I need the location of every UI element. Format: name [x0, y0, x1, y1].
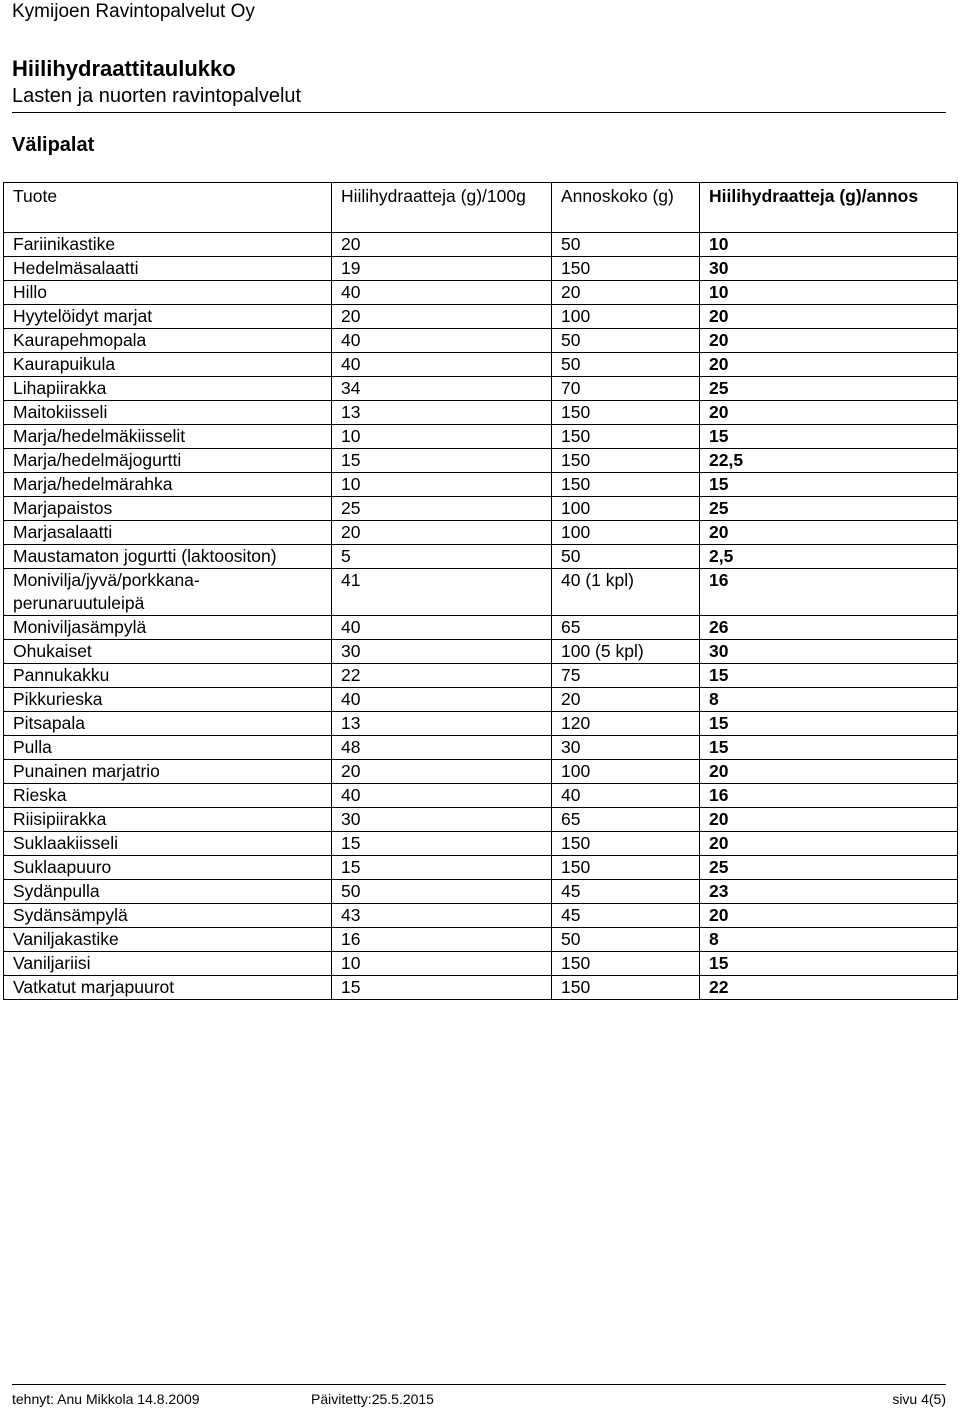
cell-carbs-per-portion: 15 — [700, 425, 958, 449]
cell-portion-size: 30 — [552, 736, 700, 760]
table-row — [4, 425, 958, 449]
cell-carbs-per-portion: 20 — [700, 353, 958, 377]
cell-carbs-per-portion: 15 — [700, 736, 958, 760]
section-heading: Välipalat — [12, 134, 95, 156]
cell-product: Lihapiirakka — [4, 377, 332, 401]
cell-portion-size: 45 — [552, 880, 700, 904]
cell-carbs-per-100g: 40 — [332, 329, 552, 353]
table-row — [4, 569, 958, 616]
cell-carbs-per-portion: 23 — [700, 880, 958, 904]
table-row — [4, 233, 958, 257]
column-header-portion-size: Annoskoko (g) — [552, 183, 700, 233]
cell-carbs-per-100g: 40 — [332, 688, 552, 712]
table-row — [4, 281, 958, 305]
table-row — [4, 449, 958, 473]
cell-carbs-per-100g: 20 — [332, 760, 552, 784]
cell-carbs-per-portion: 20 — [700, 521, 958, 545]
cell-carbs-per-100g: 41 — [332, 569, 552, 616]
table-row — [4, 664, 958, 688]
cell-product: Pikkurieska — [4, 688, 332, 712]
table-row — [4, 976, 958, 1000]
column-header-carbs-per-100g: Hiilihydraatteja (g)/100g — [332, 183, 552, 233]
cell-carbs-per-100g: 43 — [332, 904, 552, 928]
cell-product: Marjasalaatti — [4, 521, 332, 545]
table-row — [4, 640, 958, 664]
cell-portion-size: 150 — [552, 976, 700, 1000]
table-row — [4, 736, 958, 760]
cell-portion-size: 100 — [552, 760, 700, 784]
column-header-product: Tuote — [4, 183, 332, 233]
cell-carbs-per-100g: 10 — [332, 473, 552, 497]
cell-carbs-per-portion: 25 — [700, 377, 958, 401]
cell-product: Sydänpulla — [4, 880, 332, 904]
cell-carbs-per-portion: 8 — [700, 928, 958, 952]
table-body — [4, 233, 958, 1000]
cell-product: Rieska — [4, 784, 332, 808]
cell-carbs-per-100g: 20 — [332, 233, 552, 257]
cell-product: Marja/hedelmäjogurtti — [4, 449, 332, 473]
cell-carbs-per-portion: 20 — [700, 832, 958, 856]
cell-product: Monivilja/jyvä/porkkana-perunaruutuleipä — [4, 569, 332, 616]
cell-product: Marjapaistos — [4, 497, 332, 521]
cell-carbs-per-portion: 8 — [700, 688, 958, 712]
cell-product: Maustamaton jogurtti (laktoositon) — [4, 545, 332, 569]
header-divider — [12, 112, 946, 113]
cell-carbs-per-portion: 26 — [700, 616, 958, 640]
cell-carbs-per-100g: 40 — [332, 281, 552, 305]
column-header-carbs-per-portion: Hiilihydraatteja (g)/annos — [700, 183, 958, 233]
page-footer — [12, 1384, 946, 1407]
cell-portion-size: 65 — [552, 808, 700, 832]
cell-carbs-per-100g: 48 — [332, 736, 552, 760]
cell-portion-size: 100 — [552, 305, 700, 329]
footer-author: tehnyt: Anu Mikkola 14.8.2009 — [12, 1391, 200, 1407]
cell-carbs-per-100g: 22 — [332, 664, 552, 688]
cell-portion-size: 100 — [552, 521, 700, 545]
cell-product: Vaniljakastike — [4, 928, 332, 952]
cell-carbs-per-portion: 30 — [700, 257, 958, 281]
cell-carbs-per-100g: 16 — [332, 928, 552, 952]
cell-carbs-per-100g: 40 — [332, 353, 552, 377]
table-row — [4, 377, 958, 401]
cell-carbs-per-portion: 10 — [700, 281, 958, 305]
cell-carbs-per-portion: 30 — [700, 640, 958, 664]
cell-portion-size: 40 — [552, 784, 700, 808]
cell-portion-size: 150 — [552, 257, 700, 281]
cell-product: Ohukaiset — [4, 640, 332, 664]
cell-product: Vatkatut marjapuurot — [4, 976, 332, 1000]
cell-portion-size: 100 — [552, 497, 700, 521]
cell-portion-size: 40 (1 kpl) — [552, 569, 700, 616]
cell-carbs-per-100g: 15 — [332, 856, 552, 880]
table-row — [4, 353, 958, 377]
cell-carbs-per-100g: 5 — [332, 545, 552, 569]
table-row — [4, 545, 958, 569]
cell-carbs-per-portion: 15 — [700, 712, 958, 736]
cell-carbs-per-portion: 25 — [700, 856, 958, 880]
cell-carbs-per-100g: 10 — [332, 425, 552, 449]
cell-portion-size: 20 — [552, 688, 700, 712]
cell-product: Marja/hedelmärahka — [4, 473, 332, 497]
cell-portion-size: 45 — [552, 904, 700, 928]
cell-portion-size: 150 — [552, 425, 700, 449]
cell-carbs-per-100g: 15 — [332, 449, 552, 473]
cell-carbs-per-portion: 20 — [700, 808, 958, 832]
cell-carbs-per-portion: 20 — [700, 401, 958, 425]
carbohydrate-table — [3, 182, 958, 1000]
cell-carbs-per-100g: 25 — [332, 497, 552, 521]
table-row — [4, 832, 958, 856]
cell-portion-size: 75 — [552, 664, 700, 688]
table-row — [4, 712, 958, 736]
cell-carbs-per-100g: 15 — [332, 832, 552, 856]
table-row — [4, 473, 958, 497]
cell-carbs-per-100g: 15 — [332, 976, 552, 1000]
cell-product: Kaurapehmopala — [4, 329, 332, 353]
cell-carbs-per-100g: 20 — [332, 521, 552, 545]
cell-product: Sydänsämpylä — [4, 904, 332, 928]
cell-carbs-per-100g: 10 — [332, 952, 552, 976]
cell-carbs-per-portion: 22 — [700, 976, 958, 1000]
cell-portion-size: 50 — [552, 928, 700, 952]
cell-carbs-per-100g: 30 — [332, 640, 552, 664]
cell-product: Maitokiisseli — [4, 401, 332, 425]
cell-portion-size: 150 — [552, 856, 700, 880]
table-row — [4, 688, 958, 712]
cell-carbs-per-portion: 16 — [700, 784, 958, 808]
cell-portion-size: 65 — [552, 616, 700, 640]
cell-carbs-per-portion: 25 — [700, 497, 958, 521]
table-row — [4, 616, 958, 640]
cell-product: Fariinikastike — [4, 233, 332, 257]
cell-portion-size: 70 — [552, 377, 700, 401]
cell-product: Kaurapuikula — [4, 353, 332, 377]
cell-product: Vaniljariisi — [4, 952, 332, 976]
cell-carbs-per-100g: 34 — [332, 377, 552, 401]
table-row — [4, 760, 958, 784]
cell-portion-size: 120 — [552, 712, 700, 736]
cell-carbs-per-100g: 40 — [332, 616, 552, 640]
cell-portion-size: 150 — [552, 401, 700, 425]
footer-page-number: sivu 4(5) — [892, 1391, 946, 1407]
table-row — [4, 521, 958, 545]
cell-portion-size: 20 — [552, 281, 700, 305]
cell-product: Hillo — [4, 281, 332, 305]
cell-portion-size: 50 — [552, 545, 700, 569]
table-row — [4, 329, 958, 353]
cell-carbs-per-portion: 16 — [700, 569, 958, 616]
cell-product: Hyytelöidyt marjat — [4, 305, 332, 329]
table-row — [4, 856, 958, 880]
cell-carbs-per-100g: 30 — [332, 808, 552, 832]
table-row — [4, 257, 958, 281]
cell-product: Pannukakku — [4, 664, 332, 688]
cell-portion-size: 150 — [552, 952, 700, 976]
cell-product: Suklaapuuro — [4, 856, 332, 880]
cell-carbs-per-portion: 20 — [700, 904, 958, 928]
footer-updated: Päivitetty:25.5.2015 — [311, 1391, 434, 1407]
cell-carbs-per-100g: 19 — [332, 257, 552, 281]
cell-carbs-per-100g: 40 — [332, 784, 552, 808]
cell-carbs-per-portion: 22,5 — [700, 449, 958, 473]
cell-portion-size: 50 — [552, 233, 700, 257]
company-name: Kymijoen Ravintopalvelut Oy — [12, 1, 255, 22]
cell-portion-size: 50 — [552, 329, 700, 353]
cell-product: Suklaakiisseli — [4, 832, 332, 856]
cell-product: Punainen marjatrio — [4, 760, 332, 784]
cell-product: Moniviljasämpylä — [4, 616, 332, 640]
cell-carbs-per-100g: 20 — [332, 305, 552, 329]
document-title: Hiilihydraattitaulukko — [12, 56, 236, 81]
cell-portion-size: 150 — [552, 473, 700, 497]
table-row — [4, 305, 958, 329]
cell-portion-size: 50 — [552, 353, 700, 377]
cell-product: Pitsapala — [4, 712, 332, 736]
table-row — [4, 952, 958, 976]
table-row — [4, 808, 958, 832]
table-row — [4, 904, 958, 928]
cell-carbs-per-portion: 20 — [700, 329, 958, 353]
table-row — [4, 880, 958, 904]
table-header-row — [4, 183, 958, 233]
cell-carbs-per-portion: 15 — [700, 664, 958, 688]
cell-carbs-per-portion: 15 — [700, 473, 958, 497]
table-row — [4, 928, 958, 952]
cell-product: Riisipiirakka — [4, 808, 332, 832]
cell-portion-size: 150 — [552, 449, 700, 473]
document-subtitle: Lasten ja nuorten ravintopalvelut — [12, 85, 302, 107]
table-row — [4, 497, 958, 521]
cell-product: Pulla — [4, 736, 332, 760]
cell-carbs-per-portion: 15 — [700, 952, 958, 976]
cell-carbs-per-portion: 20 — [700, 760, 958, 784]
table-row — [4, 401, 958, 425]
cell-carbs-per-portion: 2,5 — [700, 545, 958, 569]
cell-portion-size: 150 — [552, 832, 700, 856]
cell-carbs-per-100g: 50 — [332, 880, 552, 904]
cell-carbs-per-portion: 20 — [700, 305, 958, 329]
cell-product: Marja/hedelmäkiisselit — [4, 425, 332, 449]
cell-carbs-per-100g: 13 — [332, 712, 552, 736]
cell-carbs-per-portion: 10 — [700, 233, 958, 257]
cell-product: Hedelmäsalaatti — [4, 257, 332, 281]
cell-carbs-per-100g: 13 — [332, 401, 552, 425]
cell-portion-size: 100 (5 kpl) — [552, 640, 700, 664]
table-row — [4, 784, 958, 808]
